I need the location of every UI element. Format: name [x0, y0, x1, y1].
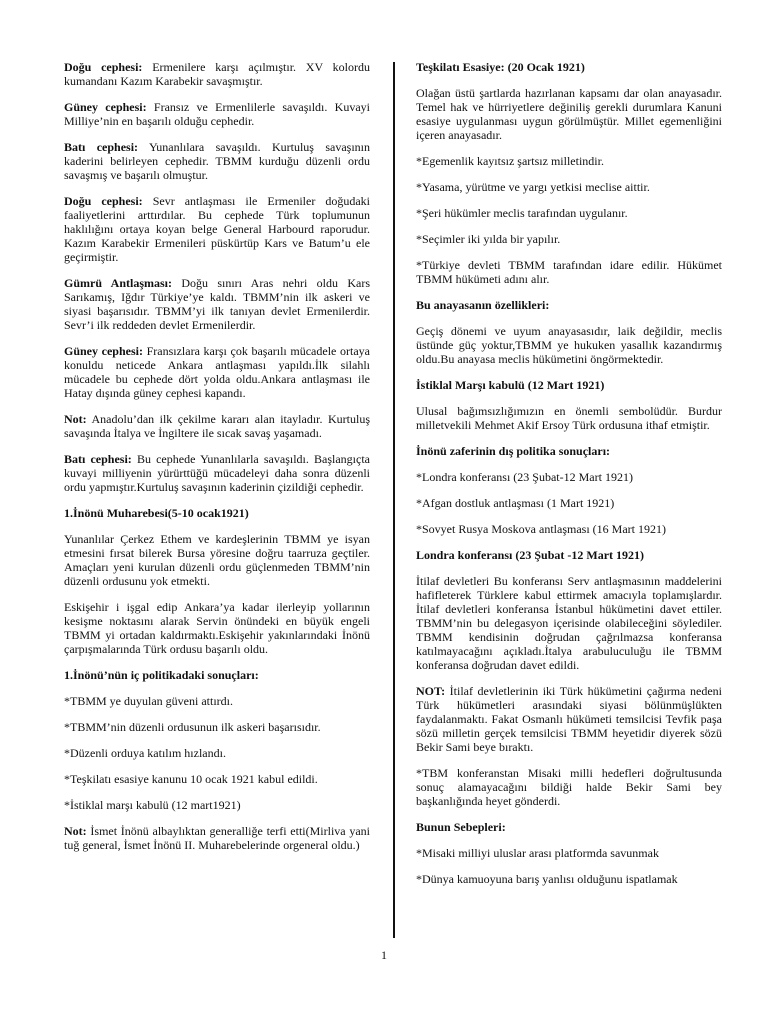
labeled-paragraph	[64, 412, 370, 440]
bullet-item: *TBMM’nin düzenli ordusunun ilk askeri başarısıdır.	[64, 720, 321, 734]
paragraph-text: Sevr antlaşması ile Ermeniler doğudaki faaliyetlerini arttırdılar. Bu cephede Türk toplumunun haklılığını ortaya koyan belge General Harbourd raporudur. Kazım Karabekir Ermenileri püskürtüp Kars ve Batum’u ele geçirmiştir.	[64, 194, 371, 264]
paragraph-text: Ermenilere karşı açılmıştır. XV kolordu kumandanı Kazım Karabekir savaşmıştır.	[64, 60, 370, 88]
paragraph: Eskişehir i işgal edip Ankara’ya kadar ilerleyip yollarının kesişme noktasını alarak Servin önündeki en büyük engeli TBMM yi ortadan kaldırmaktı.Eskişehir yakınlarındaki İnönü çarpışmalarında Türk ordusu başarılı oldu.	[64, 600, 370, 656]
column-divider	[393, 62, 395, 938]
bullet-item: *Türkiye devleti TBMM tarafından idare edilir. Hükümet TBMM hükümeti adını alır.	[416, 258, 722, 286]
labeled-paragraph	[64, 140, 370, 182]
paragraph-text: Fransızlara karşı çok başarılı mücadele ortaya konuldu neticede Ankara antlaşması yapıldı.İlk silahlı mücadele bu cephede dört yolda oldu.Ankara antlaşması ile Hatay dışında güney cephesi kapandı.	[64, 344, 370, 400]
bullet-item: *Londra konferansı (23 Şubat-12 Mart 1921)	[416, 470, 633, 484]
paragraph-label: Güney cephesi:	[64, 100, 147, 114]
paragraph: Ulusal bağımsızlığımızın en önemli sembolüdür. Burdur milletvekili Mehmet Akif Ersoy Türk ordusuna ithaf etmiştir.	[416, 404, 722, 432]
paragraph: Yunanlılar Çerkez Ethem ve kardeşlerinin TBMM ye isyan etmesini fırsat bilerek Bursa yöresine doğru taarruza geçtiler. Amaçları yeni kurulan düzenli ordu güçlenmeden TBMM’nin düzenli ordusunu yok etmekti.	[64, 532, 370, 588]
page-number: 1	[381, 948, 387, 962]
section-heading: Bunun Sebepleri:	[416, 820, 506, 834]
paragraph-label: Not:	[64, 412, 87, 426]
paragraph-text: Bu cephede Yunanlılarla savaşıldı. Başlangıçta kuvayi milliyenin yürürttüğü mücadeleyi daha sonra düzenli ordu yapmıştır.Kurtuluş savaşının kaderinin çizildiği cephedir.	[64, 452, 370, 494]
section-heading: 1.İnönü Muharebesi(5-10 ocak1921)	[64, 506, 249, 520]
labeled-paragraph	[64, 60, 370, 88]
paragraph-label: Not:	[64, 824, 87, 838]
paragraph: İtilaf devletleri Bu konferansı Serv antlaşmasının maddelerini hafifleterek Türklere kabul ettirmek amacıyla toplamışlardır. İtilaf devletleri konferansa İstanbul hükümetini davet ettiler. TBMM’nin bu delegasyon içerisinde olabileceğini söylediler. TBMM kendisinin doğrudan çağrılmazsa konferansa katılmayacağını açıkladı.İtalya arabuluculuğu ile TBMM konferansa doğrudan davet edildi.	[416, 574, 722, 672]
section-heading: 1.İnönü’nün iç politikadaki sonuçları:	[64, 668, 259, 682]
bullet-item: *TBM konferanstan Misaki milli hedefleri doğrultusunda sonuç alamayacağını bildiği halde Bekir Sami bey başkanlığında heyet gönderdi.	[416, 766, 722, 808]
labeled-paragraph	[64, 824, 370, 852]
labeled-paragraph	[64, 276, 370, 332]
paragraph: Geçiş dönemi ve uyum anayasasıdır, laik değildir, meclis üstünde güç yoktur,TBMM ye hukuken yasallık kazandırmış oldu.Bu anayasa meclis hükümetini öngörmektedir.	[416, 324, 722, 366]
bullet-item: *Sovyet Rusya Moskova antlaşması (16 Mart 1921)	[416, 522, 666, 536]
labeled-paragraph	[64, 452, 370, 494]
paragraph-label: Doğu cephesi:	[64, 194, 143, 208]
bullet-item: *Düzenli orduya katılım hızlandı.	[64, 746, 226, 760]
section-heading: İnönü zaferinin dış politika sonuçları:	[416, 444, 611, 458]
paragraph-label: NOT:	[416, 684, 446, 698]
paragraph-label: Batı cephesi:	[64, 452, 132, 466]
paragraph-label: Güney cephesi:	[64, 344, 143, 358]
bullet-item: *Dünya kamuoyuna barış yanlısı olduğunu ispatlamak	[416, 872, 678, 886]
bullet-item: *Teşkilatı esasiye kanunu 10 ocak 1921 kabul edildi.	[64, 772, 318, 786]
paragraph-label: Batı cephesi:	[64, 140, 139, 154]
bullet-item: *TBMM ye duyulan güveni attırdı.	[64, 694, 233, 708]
paragraph-text: İsmet İnönü albaylıktan generalliğe terfi etti(Mirliva yani tuğ general, İsmet İnönü II. Muharebelerinde orgeneral oldu.)	[64, 824, 370, 852]
paragraph-text: Yunanlılara savaşıldı. Kurtuluş savaşının kaderini belirleyen cephedir. TBMM kurduğu düzenli ordu savaşmış ve başarılı olmuştur.	[64, 140, 370, 182]
left-column	[64, 60, 370, 864]
section-heading: İstiklal Marşı kabulü (12 Mart 1921)	[416, 378, 605, 392]
section-heading: Londra konferansı (23 Şubat -12 Mart 1921)	[416, 548, 645, 562]
paragraph-label: Gümrü Antlaşması:	[64, 276, 173, 290]
paragraph-label: Doğu cephesi:	[64, 60, 143, 74]
paragraph-text: Anadolu’dan ilk çekilme kararı alan itayladır. Kurtuluş savaşında İtalya ve İngiltere ile sıcak savaş yaşamadı.	[64, 412, 370, 440]
bullet-item: *Seçimler iki yılda bir yapılır.	[416, 232, 561, 246]
paragraph-text: İtilaf devletlerinin iki Türk hükümetini çağırma nedeni Türk hükümetleri arasındaki siyasi bölünmüşlükten faydalanmaktı. Fakat Osmanlı hükümeti temsilcisi Tevfik paşa sözü milletin gerçek temsilcisi TBMM heyetidir diyerek sözü Bekir Sami beye bıraktı.	[416, 684, 722, 754]
labeled-paragraph	[64, 100, 370, 128]
bullet-item: *Egemenlik kayıtsız şartsız milletindir.	[416, 154, 604, 168]
paragraph-text: Fransız ve Ermenlilerle savaşıldı. Kuvayi Milliye’nin en başarılı olduğu cephedir.	[64, 100, 370, 128]
bullet-item: *İstiklal marşı kabulü (12 mart1921)	[64, 798, 241, 812]
section-heading: Teşkilatı Esasiye: (20 Ocak 1921)	[416, 60, 585, 74]
paragraph-text: Doğu sınırı Aras nehri oldu Kars Sarıkamış, Iğdır Türkiye’ye kaldı. TBMM’nin ilk askeri ve siyasi başarısıdır. TBMM’yi ilk tanıyan devlet Ermenilerdir. Sevr’i ilk reddeden devlet Ermenilerdir.	[64, 276, 370, 332]
bullet-item: *Afgan dostluk antlaşması (1 Mart 1921)	[416, 496, 615, 510]
paragraph: Olağan üstü şartlarda hazırlanan kapsamı dar olan anayasadır. Temel hak ve hürriyetlere değiniliş gerekli durumlara Kanuni esasiye uygulanması uygun görülmüştür. Millet egemenliğini içeren anayasadır.	[416, 86, 722, 142]
labeled-paragraph	[64, 194, 370, 264]
labeled-paragraph	[64, 344, 370, 400]
bullet-item: *Şeri hükümler meclis tarafından uygulanır.	[416, 206, 628, 220]
bullet-item: *Yasama, yürütme ve yargı yetkisi meclise aittir.	[416, 180, 650, 194]
right-column	[416, 60, 722, 898]
section-heading: Bu anayasanın özellikleri:	[416, 298, 550, 312]
labeled-paragraph	[416, 684, 722, 754]
bullet-item: *Misaki milliyi uluslar arası platformda savunmak	[416, 846, 659, 860]
